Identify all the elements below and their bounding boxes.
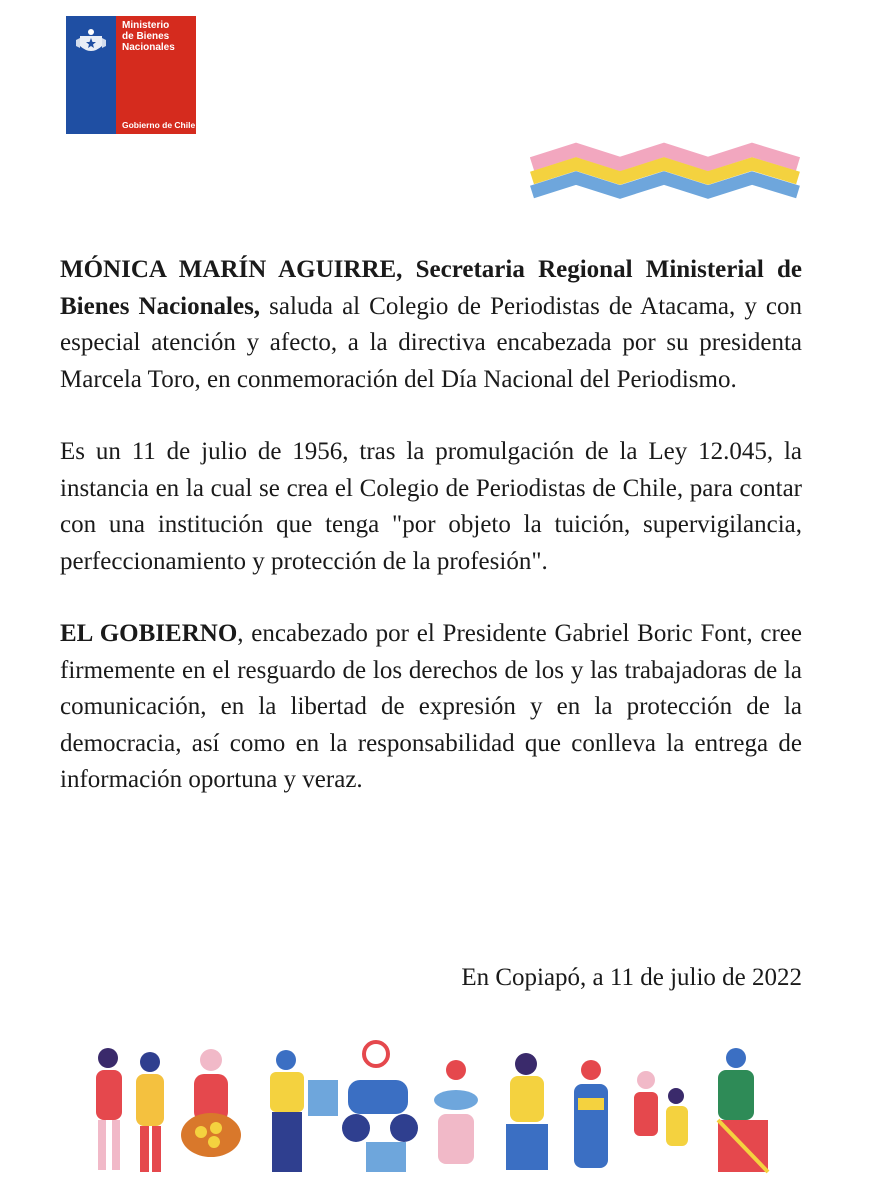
figure-fish-seller bbox=[434, 1060, 478, 1164]
figure-motorbike bbox=[342, 1042, 418, 1172]
government-text: , encabezado por el Presidente Gabriel Boric Font, cree firmemente en el resguardo de los derechos de los y las trabajadoras de la comunicación, en la libertad de expresión y en la protección de la democracia, así como en la responsabilidad que conlleva la entrega de información oportuna y veraz. bbox=[60, 620, 802, 793]
logo-blue-panel bbox=[66, 16, 116, 134]
figure-fisherman bbox=[574, 1060, 608, 1168]
ministry-logo bbox=[66, 16, 196, 134]
people-illustration-banner bbox=[86, 1040, 776, 1180]
sender-name: MÓNICA MARÍN AGUIRRE, Secretaria Regional Ministerial de Bienes Nacionales, bbox=[60, 256, 802, 320]
figure-worker bbox=[270, 1050, 338, 1172]
ministry-name-line3: Nacionales bbox=[122, 42, 175, 53]
figure-man-1 bbox=[136, 1052, 164, 1172]
government-label: Gobierno de Chile bbox=[122, 120, 196, 130]
figure-woman-1 bbox=[96, 1048, 122, 1170]
zigzag-blue bbox=[532, 178, 798, 192]
figure-reader bbox=[506, 1053, 548, 1170]
figure-farmer bbox=[718, 1048, 768, 1172]
paragraph-government bbox=[60, 616, 802, 799]
place-date-signoff: En Copiapó, a 11 de julio de 2022 bbox=[461, 964, 802, 991]
figure-cook bbox=[181, 1049, 241, 1157]
zigzag-decoration bbox=[530, 142, 800, 212]
ministry-name bbox=[122, 20, 175, 53]
paragraph-history: Es un 11 de julio de 1956, tras la promulgación de la Ley 12.045, la instancia en la cual se crea el Colegio de Periodistas de Chile, para contar con una institución que tenga "por objeto la tuición, supervigilancia, perfeccionamiento y protección de la profesión". bbox=[60, 438, 802, 575]
figure-kids bbox=[634, 1071, 688, 1146]
paragraph-greeting bbox=[60, 252, 802, 398]
letter-body bbox=[60, 252, 802, 835]
greeting-text: saluda al Colegio de Periodistas de Atacama, y con especial atención y afecto, a la directiva encabezada por su presidenta Marcela Toro, en conmemoración del Día Nacional del Periodismo. bbox=[60, 292, 803, 393]
coat-of-arms-icon bbox=[74, 26, 108, 58]
ministry-name-line1: Ministerio bbox=[122, 20, 170, 31]
ministry-name-line2: de Bienes bbox=[122, 31, 170, 42]
government-lead: EL GOBIERNO bbox=[60, 620, 238, 647]
